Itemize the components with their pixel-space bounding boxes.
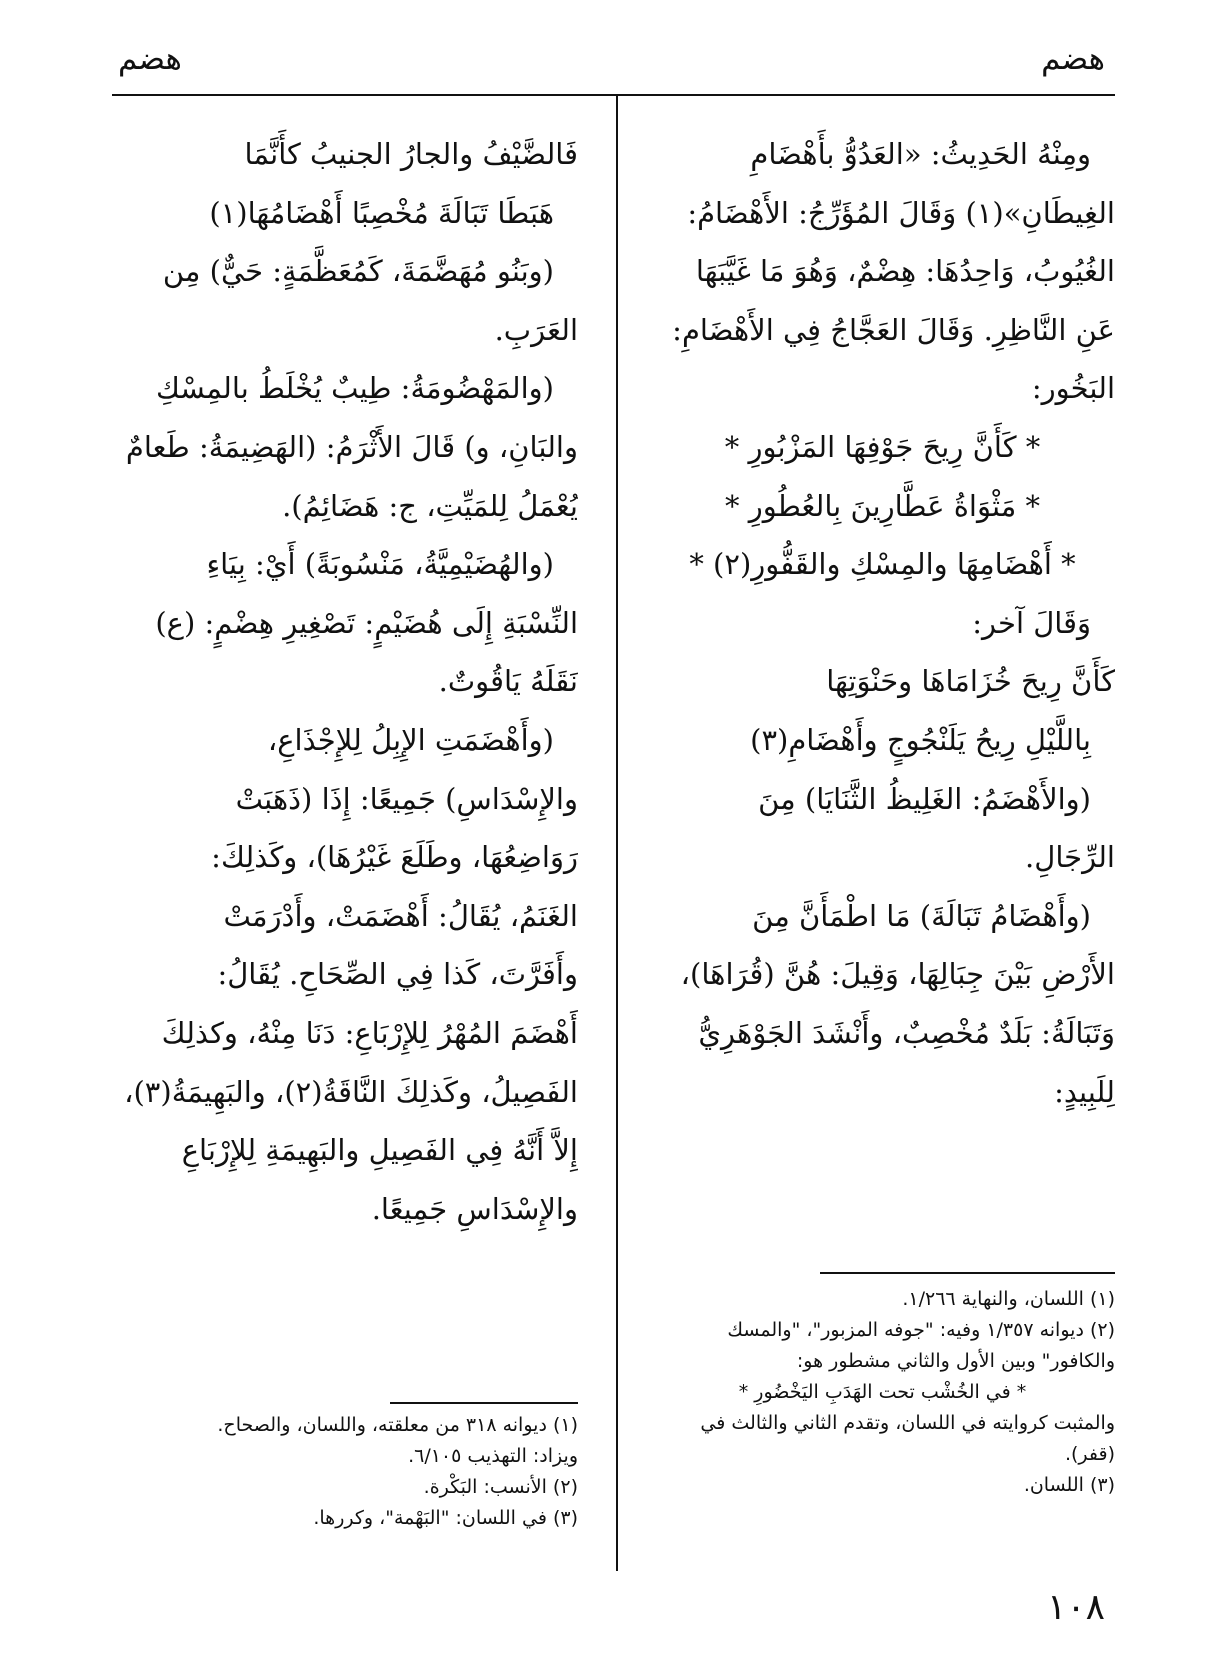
text-line: الأَرْضِ بَيْنَ جِبَالِهَا، وَقِيلَ: هُنَّ (قُرَاهَا)،	[680, 957, 1115, 992]
text-line: الغُيُوبُ، وَاحِدُهَا: هِضْمٌ، وَهُوَ مَا غَيَّبَهَا	[695, 254, 1115, 289]
verse-line: بِاللَّيْلِ رِيحُ يَلَنْجُوجٍ وأَهْضَامِ(٣)	[750, 722, 1091, 757]
column-divider	[616, 96, 618, 1571]
text-line: والإِسْدَاسِ جَمِيعًا.	[371, 1191, 578, 1226]
text-line: البَخُور:	[1031, 371, 1115, 406]
verse-line: كَأَنَّ رِيحَ خُزَامَاهَا وحَنْوَتِهَا	[826, 664, 1115, 699]
left-column	[113, 125, 578, 1238]
footnotes-right	[650, 1284, 1115, 1501]
text-line: والإِسْدَاسِ) جَمِيعًا: إِذَا (ذَهَبَتْ	[235, 781, 578, 816]
text-line: النِّسْبَةِ إِلَى هُضَيْمٍ: تَصْغِيرِ هِضْمٍ: (ع)	[155, 605, 578, 640]
text-line: الفَصِيلُ، وكَذلِكَ النَّاقَةُ(٢)، والبَهِيمَةُ(٣)،	[124, 1074, 578, 1109]
text-line: الرِّجَالِ.	[1025, 840, 1115, 875]
text-line: يُعْمَلُ لِلمَيِّتِ، ج: هَضَائِمُ).	[282, 488, 578, 523]
text-line: والبَانِ، و) قَالَ الأَثْرَمُ: (الهَضِيمَةُ: طَعامٌ	[125, 429, 578, 464]
footnote-line: والكافور" وبين الأول والثاني مشطور هو:	[796, 1350, 1115, 1372]
footnote-line: (٢) الأنسب: البَكْرة.	[423, 1476, 578, 1498]
text-line: عَنِ النَّاظِرِ. وَقَالَ العَجَّاجُ فِي الأَهْضَامِ:	[672, 312, 1115, 347]
verse-line: فَالضَّيْفُ والجارُ الجنيبُ كأَنَّمَا	[244, 137, 578, 171]
footnote-line: (١) اللسان، والنهاية ١/٢٦٦.	[902, 1288, 1115, 1310]
text-line: وَقَالَ آخر:	[972, 605, 1091, 640]
text-line: (والمَهْضُومَةُ: طِيبٌ يُخْلَطُ بالمِسْكِ	[155, 371, 554, 406]
header-entry-word-left: هضم	[118, 41, 182, 77]
footnote-rule-left	[390, 1402, 578, 1404]
text-line: (وبَنُو مُهَضَّمَةَ، كَمُعَظَّمَةٍ: حَيٌّ) مِن	[162, 254, 554, 289]
text-line: (وأَهْضَامُ تَبَالَةَ) مَا اطْمَأَنَّ مِنَ	[752, 898, 1091, 933]
footnote-rule-right	[820, 1272, 1115, 1274]
text-line: العَرَبِ.	[494, 312, 578, 347]
verse-line: هَبَطَا تَبَالَةَ مُخْصِبًا أَهْضَامُهَا(١)	[209, 195, 554, 230]
text-line: إِلاَّ أَنَّهُ فِي الفَصِيلِ والبَهِيمَةِ لِلإِرْبَاعِ	[181, 1133, 578, 1168]
footnotes-left	[113, 1410, 578, 1534]
page-number: ١٠٨	[1046, 1587, 1105, 1628]
text-line: وَتَبَالَةُ: بَلَدٌ مُخْصِبٌ، وأَنْشَدَ الجَوْهَرِيُّ	[698, 1015, 1115, 1050]
footnote-line: (٢) ديوانه ١/٣٥٧ وفيه: "جوفه المزبور"، "والمسك	[727, 1319, 1115, 1341]
footnote-line: ويزاد: التهذيب ٦/١٠٥.	[408, 1445, 578, 1467]
text-line: أَهْضَمَ المُهْرُ لِلإِرْبَاعِ: دَنَا مِنْهُ، وكذلِكَ	[161, 1015, 578, 1050]
verse-line: * مَثْوَاةُ عَطَّارِينَ بِالعُطُورِ *	[725, 488, 1040, 523]
footnote-line: (قفر).	[1064, 1443, 1115, 1465]
right-column	[650, 125, 1115, 1121]
text-line: وأَفَرَّتَ، كَذا فِي الصِّحَاحِ. يُقَالُ:	[217, 957, 578, 992]
footnote-line: (٣) اللسان.	[1023, 1474, 1115, 1496]
header-rule	[112, 94, 1115, 96]
footnote-line: والمثبت كروايته في اللسان، وتقدم الثاني والثالث في	[700, 1412, 1115, 1434]
text-line: لِلَبِيدٍ:	[1054, 1074, 1115, 1109]
text-line: نَقَلَهُ يَاقُوتٌ.	[438, 664, 578, 699]
text-line: (والأَهْضَمُ: الغَلِيظُ الثَّنَايَا) مِنَ	[758, 781, 1091, 816]
text-line: ومِنْهُ الحَدِيثُ: «العَدُوُّ بأَهْضَامِ	[750, 137, 1091, 171]
text-line: رَوَاضِعُهَا، وطَلَعَ غَيْرُهَا)، وكَذلِكَ:	[211, 840, 578, 875]
footnote-line: (١) ديوانه ٣١٨ من معلقته، واللسان، والصحاح.	[217, 1414, 578, 1436]
footnote-line: (٣) في اللسان: "البَهْمة"، وكررها.	[313, 1507, 578, 1529]
footnote-line: * في الخُشْب تحت الهَدَبِ اليَخْضُورِ *	[738, 1381, 1027, 1403]
text-line: الغِيطَانِ»(١) وَقَالَ المُؤَرِّجُ: الأَهْضَامُ:	[687, 195, 1115, 230]
header-entry-word-right: هضم	[1041, 41, 1105, 77]
verse-line: * أَهْضَامِهَا والمِسْكِ والقَفُّورِ(٢) *	[689, 547, 1076, 582]
text-line: الغَنَمُ، يُقَالُ: أَهْضَمَتْ، وأَدْرَمَتْ	[223, 898, 578, 933]
text-line: (وأَهْضَمَتِ الإِبِلُ لِلإِجْذَاعِ،	[267, 722, 554, 757]
verse-line: * كَأَنَّ رِيحَ جَوْفِهَا المَزْبُورِ *	[724, 429, 1041, 464]
text-line: (والهُضَيْمِيَّةُ، مَنْسُوبَةً) أَيْ: بِيَاءِ	[206, 547, 554, 582]
